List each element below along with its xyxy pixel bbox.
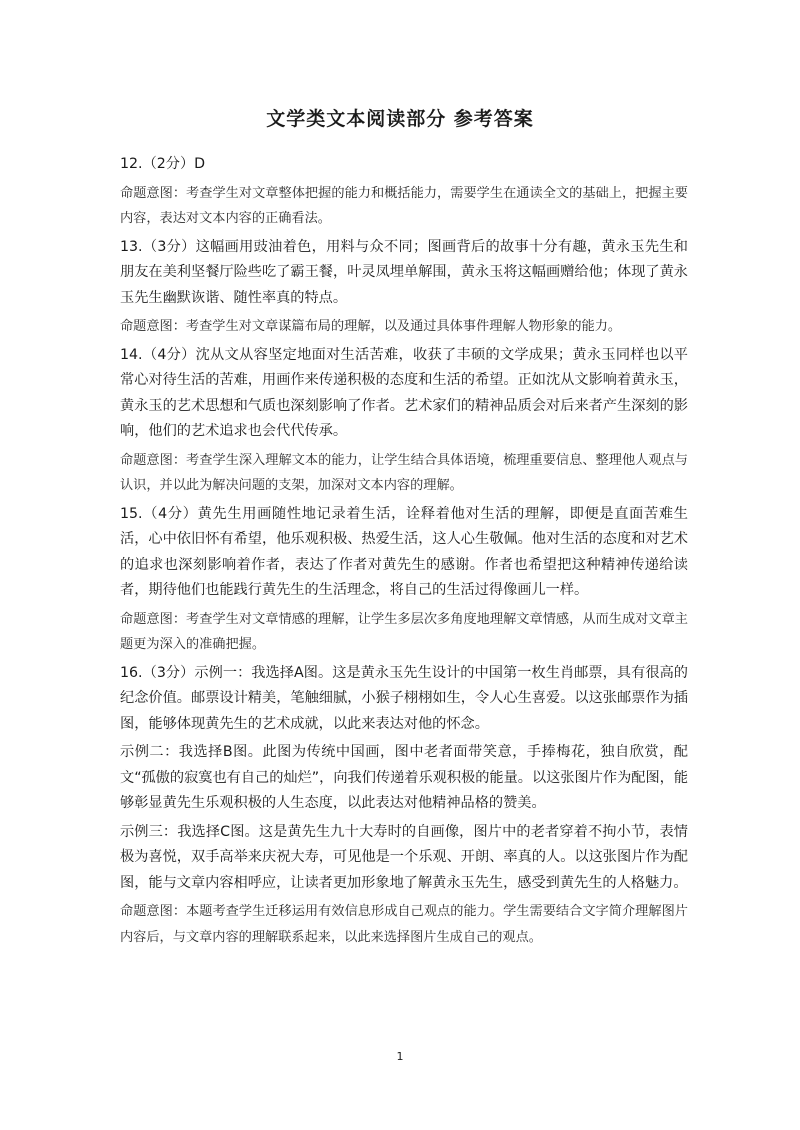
page-title: 文学类文本阅读部分 参考答案	[266, 108, 534, 130]
intent-16: 命题意图：本题考查学生迁移运用有效信息形成自己观点的能力。学生需要结合文字简介理解图片内容后，与文章内容的理解联系起来，以此来选择图片生成自己的观点。	[120, 904, 688, 945]
answer-15: 15.（4分）黄先生用画随性地记录着生活，诠释着他对生活的理解，即便是直面苦难生活，心中依旧怀有希望，他乐观积极、热爱生活，这人心生敬佩。他对生活的态度和对艺术的追求也深刻影响着作者，表达了作者对黄先生的感谢。作者也希望把这种精神传递给读者，期待他们也能践行黄先生的生活理念，将自己的生活过得像画儿一样。	[120, 505, 688, 598]
answer-16-example-2: 示例二：我选择B图。此图为传统中国画，图中老者面带笑意，手捧梅花，独自欣赏，配文“孤傲的寂寞也有自己的灿烂”，向我们传递着乐观积极的能量。以这张图片作为配图，能够彰显黄先生乐观积极的人生态度，以此表达对他精神品格的赞美。	[120, 744, 689, 811]
intent-12: 命题意图：考查学生对文章整体把握的能力和概括能力，需要学生在通读全文的基础上，把握主要内容，表达对文本内容的正确看法。	[120, 185, 688, 226]
answer-16-example-1: 16.（3分）示例一：我选择A图。这是黄永玉先生设计的中国第一枚生肖邮票，具有很高的纪念价值。邮票设计精美，笔触细腻，小猴子栩栩如生，令人心生喜爱。以这张邮票作为插图，能够体现黄先生的艺术成就，以此来表达对他的怀念。	[120, 664, 688, 732]
intent-13: 命题意图：考查学生对文章谋篇布局的理解，以及通过具体事件理解人物形象的能力。	[120, 319, 622, 334]
answer-14: 14.（4分）沈从文从容坚定地面对生活苦难，收获了丰硕的文学成果；黄永玉同样也以平常心对待生活的苦难，用画作来传递积极的态度和生活的希望。正如沈从文影响着黄永玉，黄永玉的艺术思想和气质也深刻影响了作者。艺术家们的精神品质会对后来者产生深刻的影响，他们的艺术追求也会代代传承。	[120, 346, 688, 439]
answer-content	[120, 152, 688, 950]
intent-15: 命题意图：考查学生对文章情感的理解，让学生多层次多角度地理解文章情感，从而生成对文章主题更为深入的准确把握。	[120, 611, 688, 652]
answer-16-example-3: 示例三：我选择C图。这是黄先生九十大寿时的自画像，图片中的老者穿着不拘小节，表情极为喜悦，双手高举来庆祝大寿，可见他是一个乐观、开朗、率真的人。以这张图片作为配图，能与文章内容相呼应，让读者更加形象地了解黄永玉先生，感受到黄先生的人格魅力。	[120, 823, 688, 891]
intent-14: 命题意图：考查学生深入理解文本的能力，让学生结合具体语境，梳理重要信息、整理他人观点与认识，并以此为解决问题的支架，加深对文本内容的理解。	[120, 452, 688, 493]
answer-12: 12.（2分）D	[120, 156, 206, 172]
page-number: 1	[396, 1050, 404, 1063]
answer-13: 13.（3分）这幅画用豉油着色，用料与众不同；图画背后的故事十分有趣，黄永玉先生和朋友在美利坚餐厅险些吃了霸王餐，叶灵凤埋单解围，黄永玉将这幅画赠给他；体现了黄永玉先生幽默诙谐、随性率真的特点。	[120, 238, 688, 306]
